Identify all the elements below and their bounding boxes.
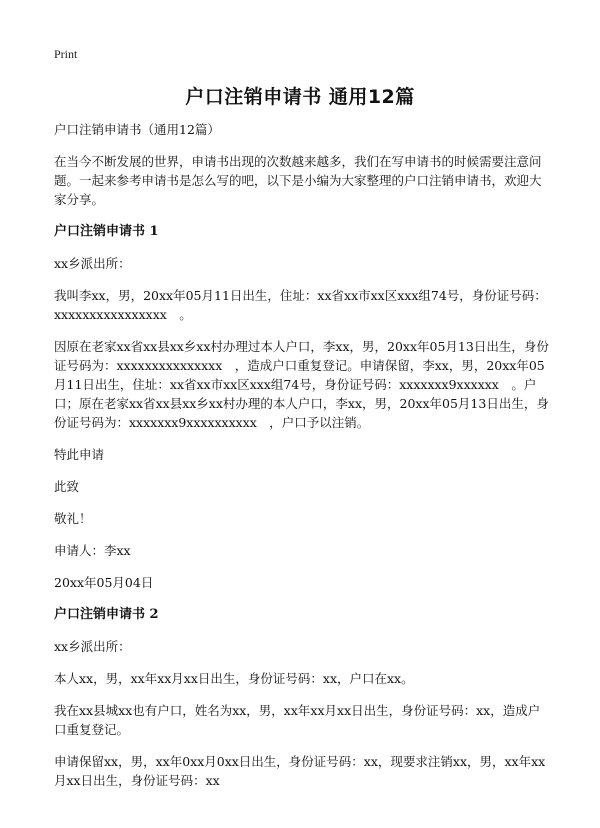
document-subtitle: 户口注销申请书（通用12篇）	[54, 122, 220, 137]
applicant-line: 申请人：李xx	[54, 543, 131, 558]
document-body	[54, 120, 550, 803]
closing-line: 此致	[54, 479, 80, 494]
addressee: xx乡派出所：	[54, 639, 131, 654]
body-paragraph: 我叫李xx，男，20xx年05月11日出生，住址：xx省xx市xx区xxx组74号，身份证号码：xxxxxxxxxxxxxxxx 。	[54, 288, 547, 322]
document-title: 户口注销申请书 通用12篇	[185, 86, 415, 108]
closing-line: 特此申请	[54, 447, 105, 462]
print-label: Print	[54, 47, 78, 61]
intro-paragraph: 在当今不断发展的世界，申请书出现的次数越来越多，我们在写申请书的时候需要注意问题。一起来参考申请书是怎么写的吧，以下是小编为大家整理的户口注销申请书，欢迎大家分享。	[54, 154, 542, 207]
body-paragraph: 因原在老家xx省xx县xx乡xx村办理过本人户口，李xx，男，20xx年05月13日出生，身份证号码为：xxxxxxxxxxxxxxx ，造成户口重复登记。申请保留，李xx，男，20xx年05月11日出生，住址：xx省xx市xx区xxx组74号，身份证号码：xxxxxxx9xxxxxx 。户口；原在老家xx省xx县xx乡xx村办理的本人户口，李xx，男，20xx年05月13日出生，身份证号码为：xxxxxxx9xxxxxxxxxx ，户口予以注销。	[54, 339, 549, 430]
body-paragraph: 本人xx，男，xx年xx月xx日出生，身份证号码：xx，户口在xx。	[54, 671, 414, 686]
section-heading: 户口注销申请书 1	[54, 224, 159, 239]
section-heading: 户口注销申请书 2	[54, 607, 159, 622]
addressee: xx乡派出所：	[54, 256, 131, 271]
body-paragraph: 我在xx县城xx也有户口，姓名为xx，男，xx年xx月xx日出生，身份证号码：xx，造成户口重复登记。	[54, 703, 541, 737]
date-line: 20xx年05月04日	[54, 575, 154, 590]
closing-line: 敬礼！	[54, 511, 92, 526]
body-paragraph: 申请保留xx，男，xx年0xx月0xx日出生，身份证号码：xx，现要求注销xx，男，xx年xx月xx日出生，身份证号码：xx	[54, 754, 546, 788]
